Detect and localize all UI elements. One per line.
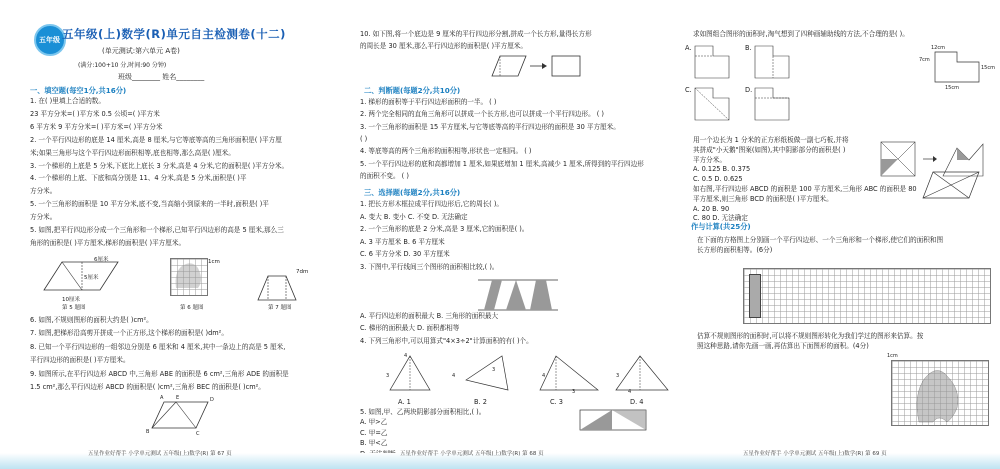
dim-15a: 15cm: [981, 65, 995, 71]
fill-q-line: 米;如果三角形与这个平行四边形面积相等,底也相等,那么高是( )厘米。: [30, 148, 235, 157]
judge-line: 1. 梯形的面积等于平行四边形面积的一半。 ( ): [360, 98, 497, 106]
choice-line: C. 6 平方分米 D. 30 平方厘米: [360, 250, 450, 259]
triangle-dim-label: 4: [542, 373, 546, 379]
q7-line: A. 20 B. 90: [693, 204, 730, 213]
q7-line: 用一个边长为 1 分米的正方形纸板做一副七巧板,并将: [693, 136, 849, 144]
fill-q-line: 4. 一个梯形的上底、下底和高分别是 11、4 分米,高是 5 分米,面积是( )平: [30, 174, 247, 183]
opt-B: B.: [745, 44, 752, 52]
triangle-dim-label: 4: [404, 353, 408, 359]
estimate-text-2: 照这种思路,请你先画一画,再估算出下面图形的面积。(4分): [697, 342, 869, 350]
fig5-base-label: 10厘米: [62, 297, 80, 303]
section-draw: 作与计算(共25分): [691, 222, 751, 231]
choice-line: 3. 下图中,平行线间三个图形的面积相比较,( )。: [360, 263, 499, 271]
triangle-dim-label: 4: [628, 389, 632, 395]
q4-triangles: [380, 350, 670, 398]
fig6-caption: 第 6 题图: [180, 305, 204, 311]
choice2-line: 4. 下列三角形中,可以用算式"4×3÷2"计算面积的有( )个。: [360, 336, 533, 345]
fig9-E: E: [176, 395, 180, 401]
q10-line: 的周长是 30 厘米,那么平行四边形的面积是( )平方厘米。: [360, 42, 527, 50]
choice2-line: C. 梯形的面积最大 D. 面积都相等: [360, 324, 460, 333]
q7-line: 平方分米。: [693, 155, 726, 164]
logo-text: 五年级: [39, 36, 60, 44]
triangle-dim-label: 3: [572, 389, 576, 395]
opt-D: D.: [745, 86, 753, 94]
fig7-trapezoid: [254, 272, 314, 302]
page-footer: 五星作业好帮手 小学单元测试 五年级(上)数学(R) 第 69 页: [743, 451, 887, 457]
section-fill: 一、填空题(每空1分,共16分): [30, 86, 127, 95]
q7-line: 平方厘米,则三角形 BCD 的面积是( )平方厘米。: [693, 194, 833, 203]
triangle-dim-label: 3: [492, 367, 496, 373]
judge-line: 5. 一个平行四边形的底和高都增加 1 厘米,如果底增加 1 厘米,高减少 1 厘米,所得到的平行四边形: [360, 159, 644, 168]
q7-line: A. 0.125 B. 0.375: [693, 165, 751, 174]
fill-q-line: 3. 一个梯形的上底是 5 分米,下底比上底长 3 分米,高是 4 分米,它的面积是( )平方分米。: [30, 161, 289, 170]
q3-figure: [478, 278, 558, 312]
choice-line: 1. 把长方形木框拉成平行四边形后,它的周长( )。: [360, 200, 504, 208]
fig9-D: D: [210, 397, 214, 403]
estimate-text-1: 估算不规则图形的面积时,可以将不规则图形转化为我们学过的图形来估算。按: [697, 332, 924, 340]
fig5-parallelogram: [40, 258, 120, 298]
triangle-dim-label: 4: [452, 373, 456, 379]
q5-figure: [578, 408, 648, 432]
fill-q-line: 方分米。: [30, 213, 57, 222]
fig5-top-label: 6厘米: [94, 257, 109, 263]
q7-line: C. 80 D. 无法确定: [693, 214, 748, 223]
class-line: 班级________ 姓名________: [118, 73, 205, 81]
triangle-option-1[interactable]: B. 2: [474, 398, 487, 406]
triangle-option-2[interactable]: C. 3: [550, 398, 563, 406]
section-choice: 三、选择题(每题2分,共16分): [364, 188, 461, 197]
page-68: [342, 0, 683, 469]
q10-figure: [490, 52, 590, 80]
choice-line: A. 3 平方厘米 B. 6 平方厘米: [360, 237, 445, 246]
fig7-label: 7dm: [296, 269, 309, 275]
fill-q2-line: 平行四边形的面积是( )平方厘米。: [30, 356, 130, 365]
choice3-line: 5. 如图,甲、乙两块阴影部分面积相比,( )。: [360, 408, 486, 416]
q6-options: [693, 42, 803, 126]
fill-q-line: 5. 如图,把平行四边形分成一个三角形和一个梯形,已知平行四边形的高是 5 厘米,那么三: [30, 226, 284, 234]
irregular-shape: [891, 360, 987, 424]
page-footer: 五星作业好帮手 小学单元测试 五年级(上)数学(R) 第 67 页: [88, 451, 232, 457]
judge-line: 3. 一个三角形的面积是 15 平方厘米,与它等底等高的平行四边形的面积是 30 平方厘米。: [360, 122, 620, 131]
opt-A: A.: [685, 44, 692, 52]
judge-line: 2. 两个完全相同的直角三角形可以拼成一个长方形,也可以拼成一个平行四边形。 ( ): [360, 110, 605, 119]
fill-q2-line: 6. 如图,不规则图形的面积大约是( )cm²。: [30, 316, 153, 324]
judge-line: 的面积不变。 ( ): [360, 171, 409, 180]
fig9-A: A: [160, 395, 164, 401]
choice-line: A. 变大 B. 变小 C. 不变 D. 无法确定: [360, 212, 468, 221]
draw-text-2: 长方形的面积相等。(6分): [697, 246, 773, 254]
choice3-line: B. 甲<乙: [360, 439, 388, 448]
given-rectangle: [749, 274, 761, 318]
score-line: (满分:100+10 分,时间:90 分钟): [78, 62, 167, 69]
fill-q2-line: 7. 如图,把梯形沿高剪开拼成一个正方形,这个梯形的面积是( )dm²。: [30, 329, 228, 338]
page-footer: 五星作业好帮手 小学单元测试 五年级(上)数学(R) 第 68 页: [400, 451, 544, 457]
dim-15b: 15cm: [945, 85, 959, 91]
cm-label: 1cm: [887, 353, 898, 359]
choice3-line: A. 甲>乙: [360, 418, 388, 427]
fig9-C: C: [196, 431, 200, 437]
choice-line: 2. 一个三角形的底是 2 分米,高是 3 厘米,它的面积是( )。: [360, 225, 529, 234]
dim-12: 12cm: [931, 45, 945, 51]
fill-q-line: 2. 一个平行四边形的底是 14 厘米,高是 8 厘米,与它等底等高的三角形面积是( )平方厘: [30, 135, 282, 144]
choice2-line: A. 平行四边形的面积最大 B. 三角形的面积最大: [360, 312, 499, 320]
page-title: 五年级(上)数学(R)单元自主检测卷(十二): [62, 27, 286, 41]
fig6-shape: [170, 258, 206, 294]
fill-q2-line: 8. 已知一个平行四边形的一组邻边分别是 6 厘米和 4 厘米,其中一条边上的高是 5 厘米,: [30, 342, 286, 351]
subtitle: (单元测试:第六单元 A卷): [102, 47, 180, 55]
fill-q-line: 23 平方分米=( )平方米 0.5 公顷=( )平方米: [30, 109, 160, 118]
q8-figure: [919, 168, 989, 204]
page-67: [0, 0, 342, 469]
triangle-option-3[interactable]: D. 4: [630, 398, 644, 406]
fig9-B: B: [146, 429, 150, 435]
q6-main-figure: [935, 52, 985, 84]
fill-q2-line: 1.5 cm²,那么平行四边形 ABCD 的面积是( )cm²,三角形 BEC 的面积是( )cm²。: [30, 383, 265, 391]
judge-line: ( ): [360, 134, 368, 143]
fill-q-line: 5. 一个三角形的面积是 10 平方分米,底不变,当高缩小到原来的一半时,面积是( )平: [30, 200, 269, 209]
fill-q-line: 方分米。: [30, 187, 57, 196]
q6-text: 求如图组合图形的面积时,淘气想到了四种画辅助线的方法,不合理的是( )。: [693, 30, 909, 38]
opt-C: C.: [685, 86, 692, 94]
dim-7: 7cm: [919, 57, 930, 63]
judge-line: 4. 等底等高的两个三角形的面积相等,形状也一定相同。 ( ): [360, 147, 532, 156]
q10-line: 10. 如下图,将一个底边是 9 厘米的平行四边形分割,拼成一个长方形,量得长方形: [360, 30, 592, 38]
fig6-unit: 1cm: [208, 259, 220, 265]
page-69: [683, 0, 1000, 469]
triangle-dim-label: 3: [616, 373, 620, 379]
section-judge: 二、判断题(每题2分,共10分): [364, 86, 461, 95]
fill-q-line: 角形的面积是( )平方厘米,梯形的面积是( )平方厘米。: [30, 238, 186, 247]
fig7-caption: 第 7 题图: [268, 305, 292, 311]
triangle-dim-label: 3: [386, 373, 390, 379]
q7-line: 如右图,平行四边形 ABCD 的面积是 100 平方厘米,三角形 ABC 的面积是 80: [693, 185, 917, 193]
fill-q2-line: 9. 如图所示,在平行四边形 ABCD 中,三角形 ABE 的面积是 6 cm²,三角形 ADE 的面积是: [30, 369, 289, 378]
draw-text-1: 在下面的方格图上分别画一个平行四边形、一个三角形和一个梯形,使它们的面积和图: [697, 236, 944, 244]
fill-q-line: 6 平方米 9 平方分米=( )平方米=( )平方分米: [30, 122, 163, 131]
triangle-option-0[interactable]: A. 1: [398, 398, 411, 406]
q7-line: C. 0.5 D. 0.625: [693, 175, 743, 184]
q7-line: 其拼成"小天鹅"图案(如图),其中阴影部分的面积是( ): [693, 145, 846, 154]
fig5-caption: 第 5 题图: [62, 305, 86, 311]
fill-q-line: 1. 在( )里填上合适的数。: [30, 97, 105, 105]
draw-grid[interactable]: [743, 268, 991, 324]
choice3-line: C. 甲=乙: [360, 428, 388, 437]
fig5-height-label: 5厘米: [84, 275, 99, 281]
